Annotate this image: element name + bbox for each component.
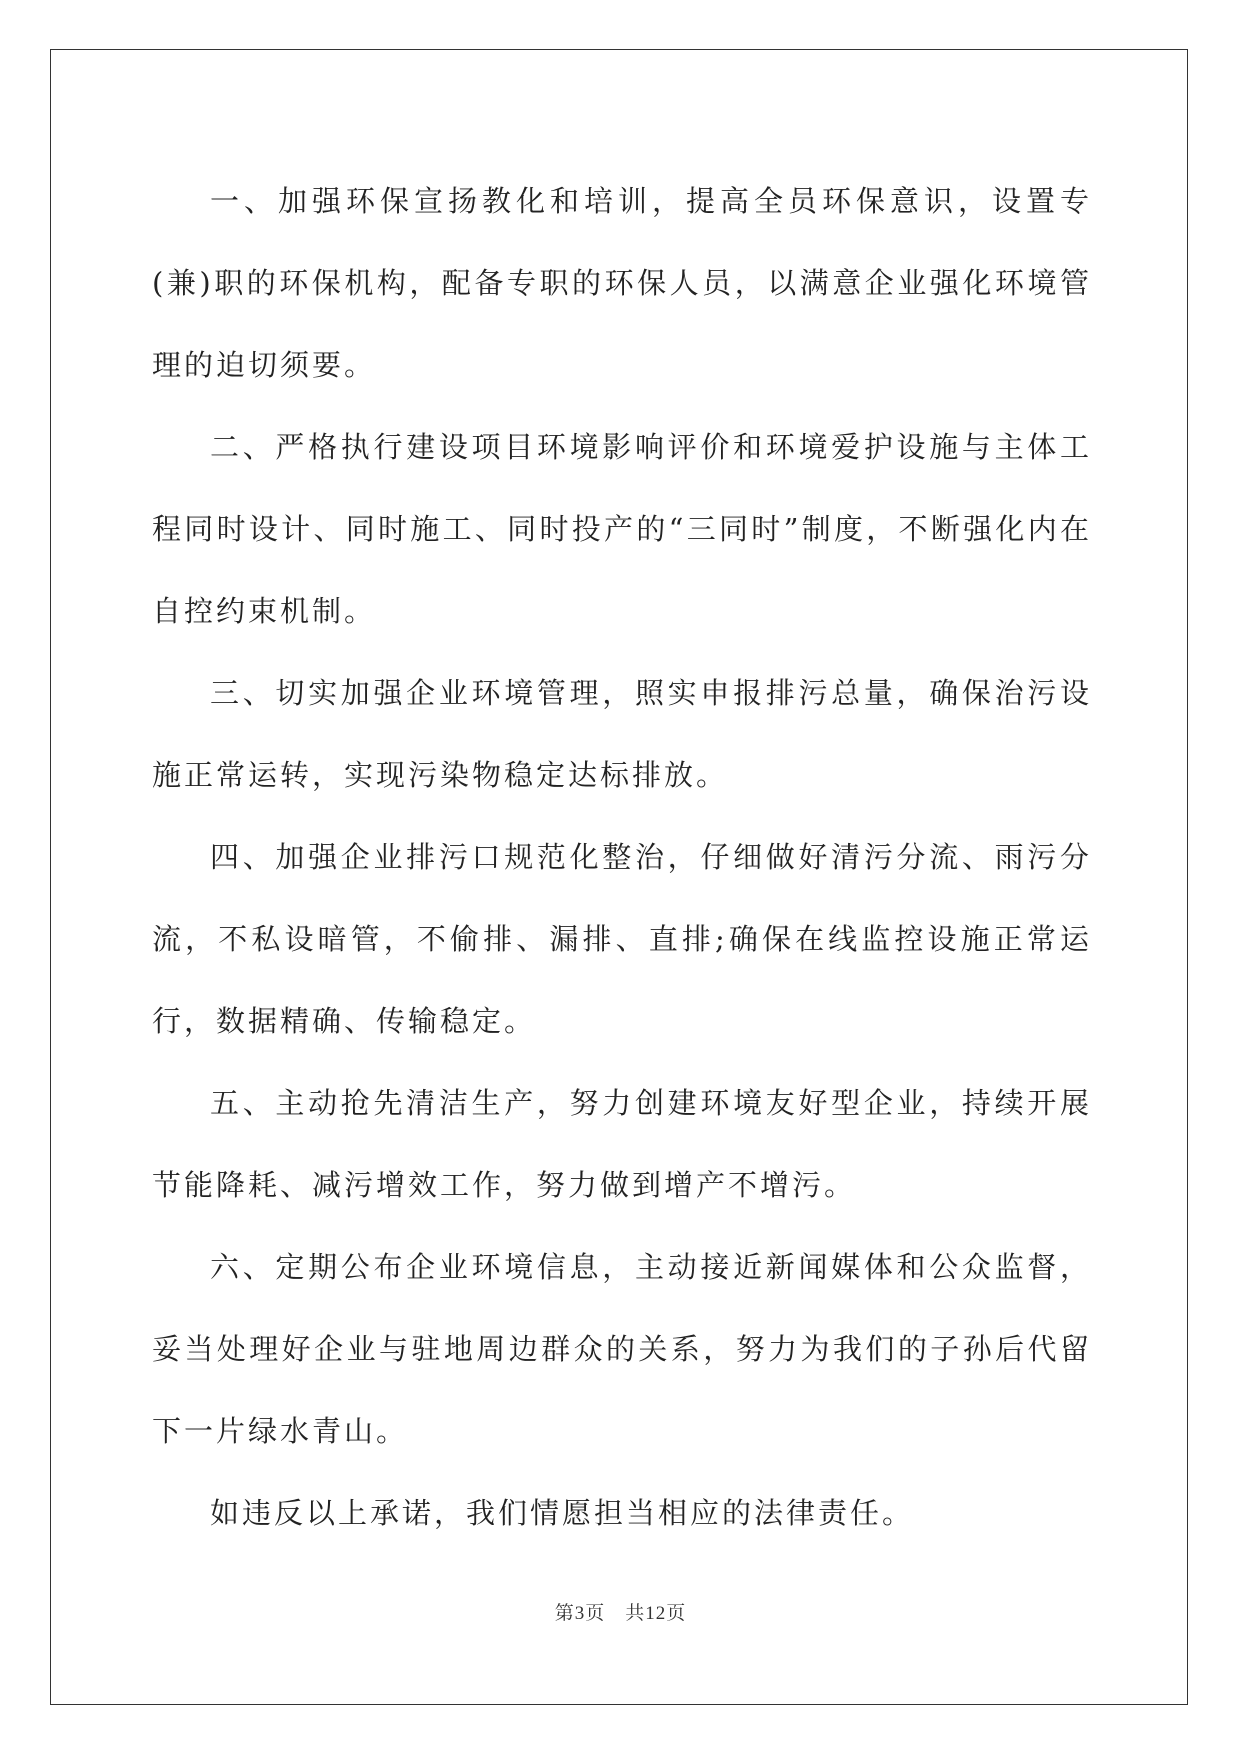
paragraph-7: 如违反以上承诺，我们情愿担当相应的法律责任。 bbox=[210, 1496, 915, 1530]
current-page-label: 第3页 bbox=[554, 1603, 606, 1624]
paragraph-2: 二、严格执行建设项目环境影响评价和环境爱护设施与主体工程同时设计、同时施工、同时投产的“三同时”制度，不断强化内在自控约束机制。 bbox=[152, 430, 1092, 628]
paragraph-5: 五、主动抢先清洁生产，努力创建环境友好型企业，持续开展节能降耗、减污增效工作，努力做到增产不增污。 bbox=[152, 1086, 1092, 1202]
paragraph-6: 六、定期公布企业环境信息，主动接近新闻媒体和公众监督，妥当处理好企业与驻地周边群众的关系，努力为我们的子孙后代留下一片绿水青山。 bbox=[152, 1250, 1092, 1448]
total-pages-label: 共12页 bbox=[625, 1603, 687, 1624]
paragraph-1: 一、加强环保宣扬教化和培训，提高全员环保意识，设置专(兼)职的环保机构，配备专职的环保人员，以满意企业强化环境管理的迫切须要。 bbox=[152, 184, 1092, 382]
page-footer bbox=[0, 1598, 1241, 1625]
paragraph-3: 三、切实加强企业环境管理，照实申报排污总量，确保治污设施正常运转，实现污染物稳定达标排放。 bbox=[152, 676, 1092, 792]
document-body bbox=[152, 160, 1092, 1554]
paragraph-4: 四、加强企业排污口规范化整治，仔细做好清污分流、雨污分流，不私设暗管，不偷排、漏排、直排;确保在线监控设施正常运行，数据精确、传输稳定。 bbox=[152, 840, 1092, 1038]
